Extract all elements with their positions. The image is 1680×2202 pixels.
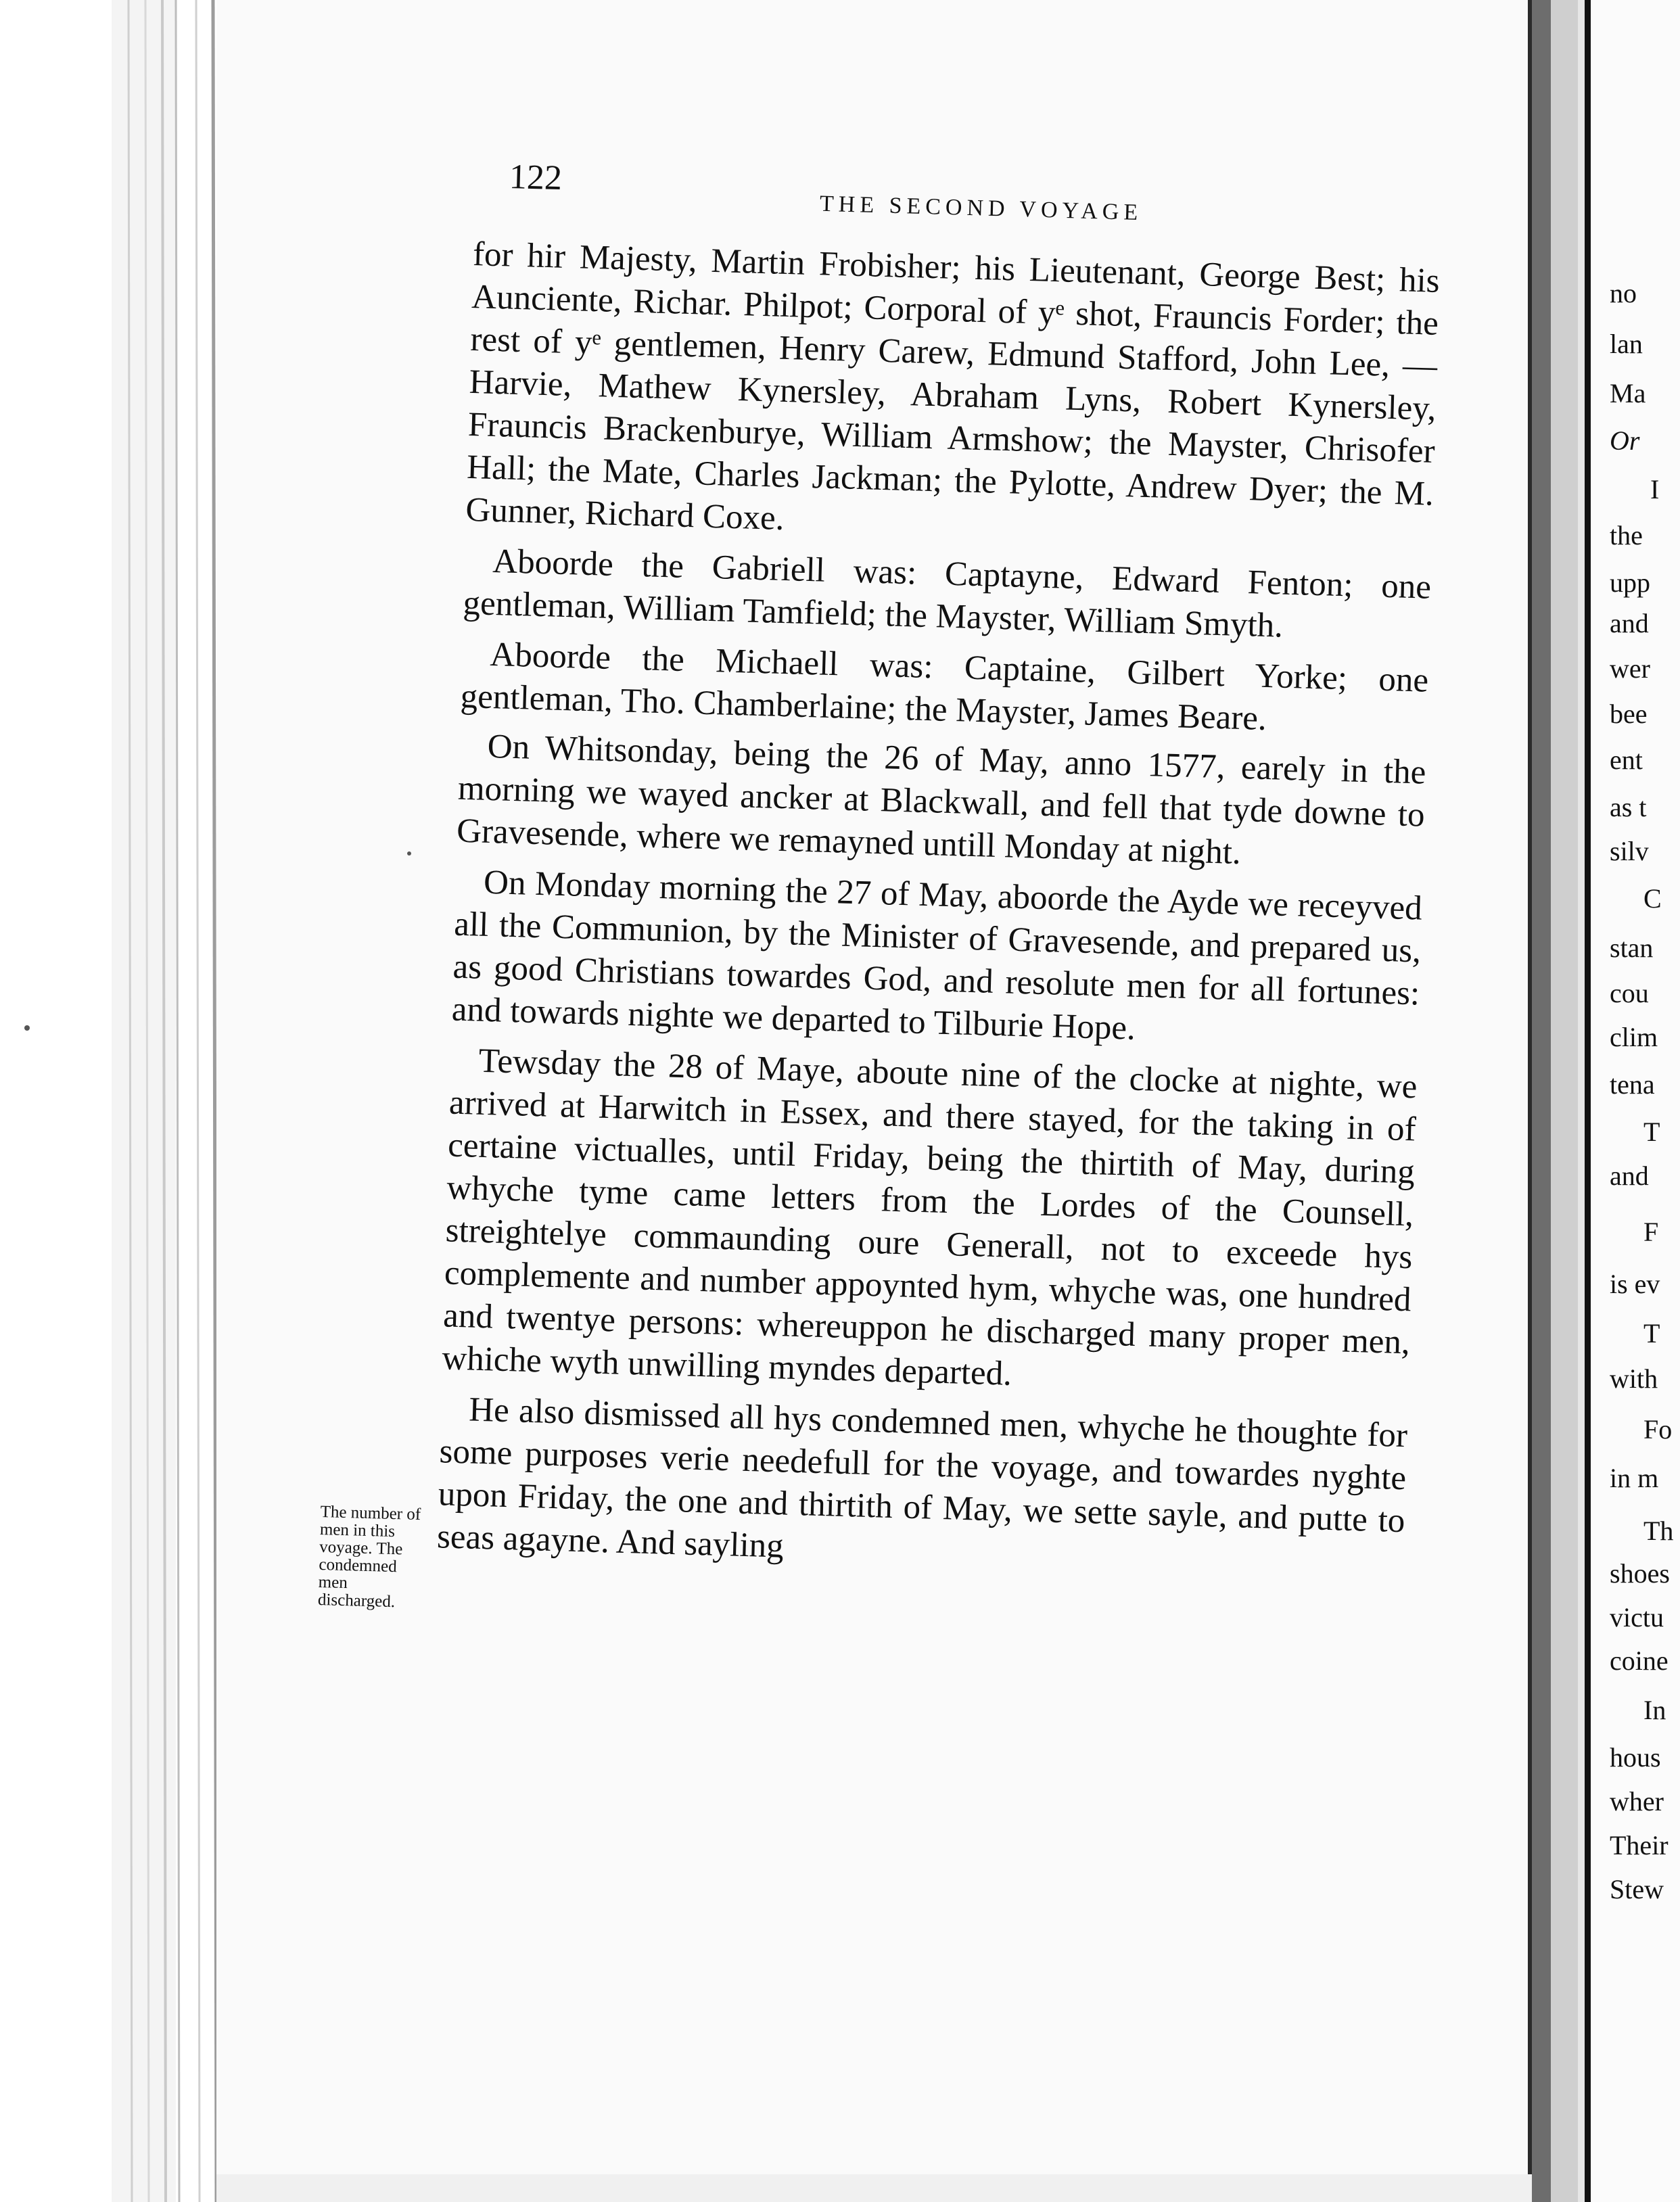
facing-fragment: Fo [1643, 1414, 1673, 1445]
facing-fragment: is ev [1610, 1269, 1660, 1299]
facing-fragment: stan [1610, 933, 1654, 963]
facing-fragment: wer [1610, 653, 1650, 684]
paragraph-monday: On Monday morning the 27 of May, aboorde the Ayde we receyved all the Communion, by the Minister of Gravesende, and prepared us, as good Christians towardes God, and resolute men for all fortunes: and towards nighte we departed to Tilburie Hope. [451, 863, 1423, 1048]
facing-fragment: upp [1610, 567, 1650, 598]
facing-fragment: C [1643, 883, 1662, 914]
paragraph-crew-list: for hir Majesty, Martin Frobisher; his Lieutenant, George Best; his Aunciente, Richar. Philpot; Corporal of yᵉ shot, Frauncis Forder; the rest of yᵉ gentlemen, Henry Carew, Edmund Stafford, John Lee, — Harvie, Mathew Kynersley, Abraham Lyns, Robert Kynersley, Frauncis Brackenburye, William Armshow; the Mayster, Chrisofer Hall; the Mate, Charles Jackman; the Pylotte, Andrew Dyer; the M. Gunner, Richard Coxe. [465, 235, 1441, 538]
facing-fragment: tena [1610, 1069, 1655, 1100]
facing-fragment: cou [1610, 978, 1649, 1008]
facing-fragment: victu [1610, 1602, 1664, 1633]
facing-fragment: coine [1610, 1645, 1669, 1676]
facing-fragment: and [1610, 608, 1649, 638]
paragraph-gabriell: Aboorde the Gabriell was: Captayne, Edward Fenton; one gentleman, William Tamfield; the Mayster, William Smyth. [462, 542, 1432, 645]
facing-fragment: and [1610, 1161, 1649, 1191]
facing-fragment: in m [1610, 1463, 1659, 1493]
facing-fragment: hous [1610, 1742, 1661, 1773]
body-text [436, 233, 1440, 1592]
facing-fragment: In [1643, 1695, 1666, 1725]
facing-fragment: T [1643, 1318, 1660, 1349]
facing-fragment: with [1610, 1363, 1658, 1394]
paragraph-dismissed: He also dismissed all hys condemned men, whyche he thoughte for some purposes verie needefull for the voyage, and towardes nyghte upon Friday, the one and thirtith of May, we sette sayle, and putte to seas agayne. And sayling [436, 1390, 1408, 1566]
facing-fragment: no [1610, 278, 1637, 308]
paragraph-whitsonday: On Whitsonday, being the 26 of May, anno 1577, earely in the morning we wayed ancker at Blackwall, and fell that tyde downe to Gravesende, where we remayned untill Monday at night. [456, 727, 1427, 872]
facing-fragment: ent [1610, 745, 1643, 775]
facing-fragment: clim [1610, 1022, 1658, 1052]
facing-fragment: silv [1610, 836, 1649, 866]
facing-fragment: I [1650, 474, 1660, 505]
facing-fragment: the [1610, 520, 1643, 550]
running-title: THE SECOND VOYAGE [819, 191, 1143, 226]
facing-fragment: shoes [1610, 1558, 1670, 1589]
facing-fragment: Their [1610, 1830, 1669, 1860]
page-number: 122 [509, 157, 563, 198]
facing-fragment: wher [1610, 1786, 1664, 1817]
facing-fragment: Or [1610, 425, 1640, 456]
facing-page-fragments [1610, 277, 1680, 2036]
facing-fragment: lan [1610, 329, 1643, 359]
facing-fragment: Ma [1610, 378, 1646, 408]
facing-fragment: bee [1610, 699, 1648, 729]
facing-fragment: Stew [1610, 1874, 1664, 1904]
facing-fragment: as t [1610, 792, 1647, 822]
marginal-note: The number of men in this voyage. The condemned men discharged. [317, 1503, 421, 1612]
paragraph-tewsday: Tewsday the 28 of Maye, aboute nine of the clocke at nighte, we arrived at Harwitch in Essex, and there stayed, for the taking in of certaine victualles, until Friday, being the thirtith of May, during whyche tyme came letters from the Lordes of the Counsell, streightelye commaunding oure Generall, not to exceede hys complemente and number appoynted hym, whyche was, one hundred and twentye persons: whereuppon he discharged many proper men, whiche wyth unwilling myndes departed. [441, 1041, 1418, 1393]
facing-fragment: F [1643, 1217, 1659, 1247]
paragraph-michaell: Aboorde the Michaell was: Captaine, Gilbert Yorke; one gentleman, Tho. Chamberlaine; the Mayster, James Beare. [460, 635, 1429, 739]
facing-fragment: T [1643, 1117, 1660, 1147]
facing-fragment: Th [1643, 1516, 1674, 1546]
